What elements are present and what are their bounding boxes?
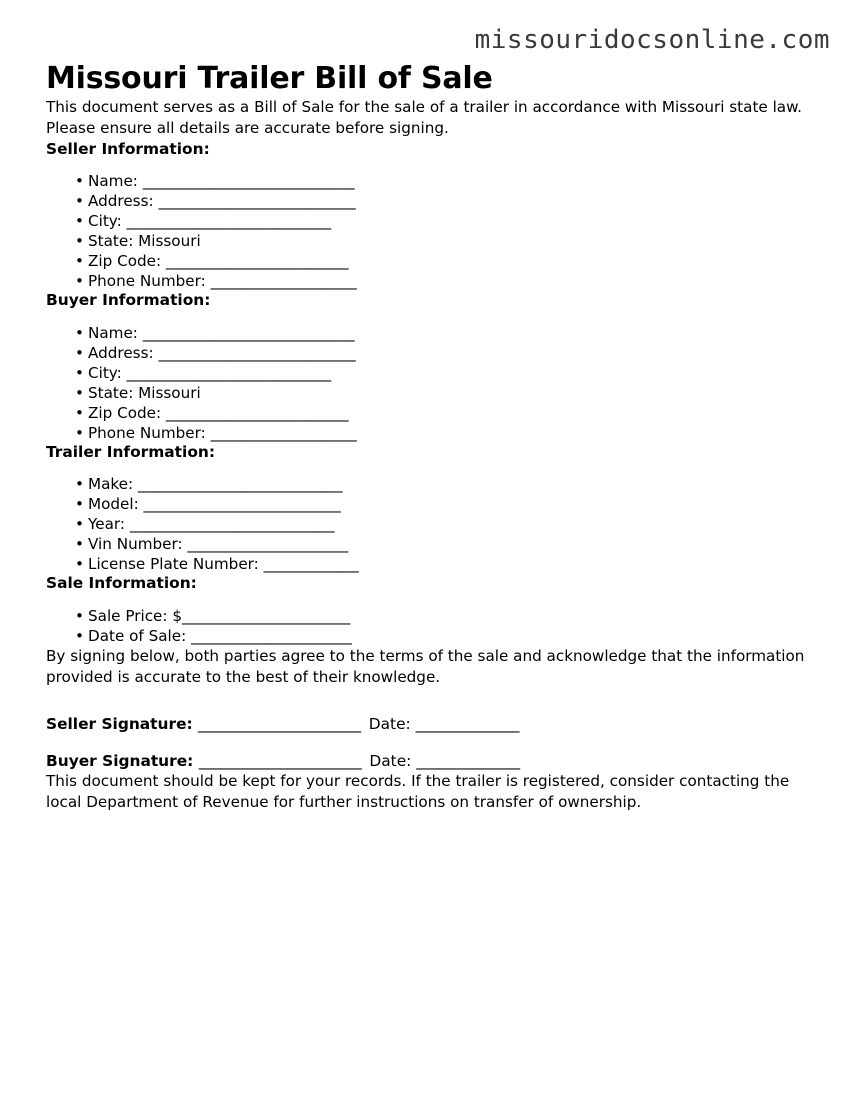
field-label: Date of Sale: [88, 626, 192, 645]
field-label: Zip Code: [88, 252, 166, 271]
list-item [46, 271, 816, 291]
page-title: Missouri Trailer Bill of Sale [46, 61, 493, 96]
list-item [46, 626, 816, 646]
field-blank-line[interactable]: ____________________________ [129, 515, 335, 534]
list-item [46, 474, 816, 494]
field-label: Name: [88, 323, 143, 342]
list-item [46, 494, 816, 514]
field-label: Vin Number: [88, 535, 188, 554]
seller-signature-row [46, 714, 816, 734]
field-label: License Plate Number: [88, 555, 264, 574]
field-blank-line[interactable]: _____________________________ [142, 172, 355, 191]
section-heading-seller: Seller Information: [46, 139, 210, 158]
list-item [46, 323, 816, 343]
document-content [46, 0, 816, 814]
section-heading-sale: Sale Information: [46, 574, 197, 593]
list-item [46, 251, 816, 271]
field-blank-line[interactable]: ____________________________ [126, 212, 331, 231]
seller-signature-label: Seller Signature: [46, 714, 199, 733]
buyer-signature-label: Buyer Signature: [46, 751, 199, 770]
list-item [46, 554, 816, 574]
field-label: Year: [88, 515, 130, 534]
field-list-trailer [46, 461, 816, 574]
list-item [46, 343, 816, 363]
intro-paragraph: This document serves as a Bill of Sale for the sale of a trailer in accordance with Missouri state law. Please ensure all details are accurate before signing. [46, 97, 802, 138]
seller-date-blank[interactable]: ______________ [415, 714, 520, 733]
field-label: City: [88, 363, 127, 382]
seller-signature-blank[interactable]: ______________________ [198, 714, 361, 733]
closing-paragraph: This document should be kept for your records. If the trailer is registered, consider contacting the local Department of Revenue for further instructions on transfer of ownership. [46, 771, 790, 812]
buyer-signature-blank[interactable]: ______________________ [198, 751, 362, 770]
list-item [46, 231, 816, 251]
field-list-buyer [46, 310, 816, 443]
field-blank-line[interactable]: ______________________ [191, 626, 352, 645]
field-list-sale [46, 593, 816, 646]
field-blank-line[interactable]: ___________________________ [158, 343, 356, 362]
field-label: Name: [88, 172, 143, 191]
seller-date-label: Date: [368, 714, 416, 733]
list-item [46, 171, 816, 191]
list-item [46, 211, 816, 231]
field-blank-line[interactable]: ____________________ [210, 272, 357, 291]
field-label: Sale Price: $ [88, 606, 182, 625]
field-label: Address: [88, 343, 159, 362]
list-item [46, 423, 816, 443]
field-blank-line[interactable]: _________________________ [165, 252, 349, 271]
field-blank-line[interactable]: ____________________________ [137, 475, 343, 494]
field-list-seller [46, 158, 816, 291]
buyer-date-blank[interactable]: ______________ [416, 751, 520, 770]
list-item [46, 403, 816, 423]
field-label: Address: [88, 192, 159, 211]
field-blank-line[interactable]: _______________________ [182, 606, 350, 625]
section-heading-buyer: Buyer Information: [46, 291, 211, 310]
field-blank-line[interactable]: ____________________________ [126, 363, 331, 382]
buyer-date-label: Date: [369, 751, 417, 770]
signing-paragraph: By signing below, both parties agree to the terms of the sale and acknowledge that the information provided is accurate to the best of their knowledge. [46, 646, 805, 687]
field-label: Zip Code: [88, 403, 166, 422]
list-item [46, 606, 816, 626]
field-blank-line[interactable]: _________________________ [165, 403, 349, 422]
field-blank-line[interactable]: _____________ [263, 555, 359, 574]
field-label: State: Missouri [88, 383, 201, 402]
list-item [46, 363, 816, 383]
field-label: Make: [88, 475, 138, 494]
buyer-signature-row [46, 751, 816, 771]
field-label: City: [88, 212, 127, 231]
list-item [46, 514, 816, 534]
list-item [46, 383, 816, 403]
field-label: Phone Number: [88, 423, 211, 442]
field-label: State: Missouri [88, 232, 201, 251]
section-heading-trailer: Trailer Information: [46, 442, 216, 461]
list-item [46, 534, 816, 554]
list-item [46, 191, 816, 211]
site-watermark: missouridocsonline.com [474, 25, 830, 55]
field-blank-line[interactable]: ______________________ [187, 535, 348, 554]
field-blank-line[interactable]: ___________________________ [143, 495, 341, 514]
field-blank-line[interactable]: _____________________________ [142, 323, 355, 342]
field-label: Phone Number: [88, 272, 211, 291]
field-blank-line[interactable]: ___________________________ [158, 192, 356, 211]
field-label: Model: [88, 495, 144, 514]
field-blank-line[interactable]: ____________________ [210, 423, 357, 442]
